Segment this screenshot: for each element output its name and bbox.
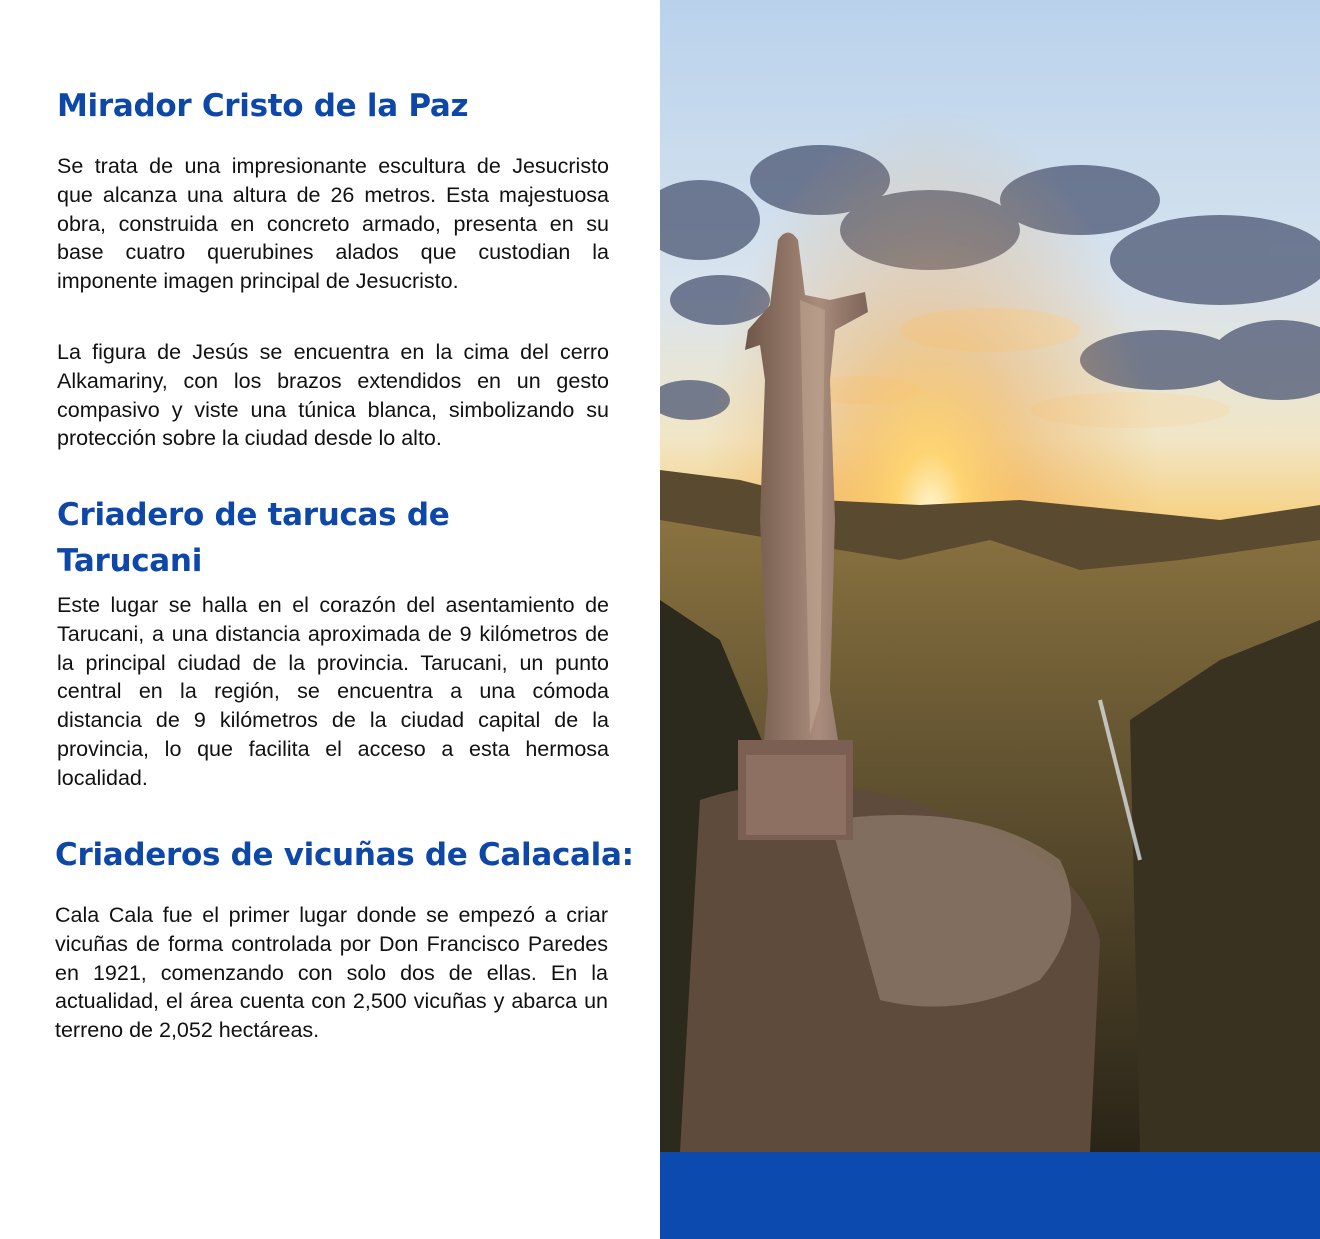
footer-bar <box>660 1152 1320 1239</box>
section-title-tarucas: Criadero de tarucas de Tarucani <box>57 497 450 579</box>
paragraph-tarucas: Este lugar se halla en el corazón del asentamiento de Tarucani, a una distancia aproximada de 9 kilómetros de la principal ciudad de la provincia. Tarucani, un punto central en la región, se encuentra a una cómoda distancia de 9 kilómetros de la ciudad capital de la provincia, lo que facilita el acceso a esta hermosa localidad. <box>57 593 609 790</box>
section-title-cristo: Mirador Cristo de la Paz <box>57 88 469 124</box>
section-title-vicunas: Criaderos de vicuñas de Calacala: <box>55 837 634 873</box>
paragraph-vicunas: Cala Cala fue el primer lugar donde se empezó a criar vicuñas de forma controlada por Don Francisco Paredes en 1921, comenzando con solo dos de ellas. En la actualidad, el área cuenta con 2,500 vicuñas y abarca un terreno de 2,052 hectáreas. <box>55 903 608 1043</box>
cristo-sunset-photo <box>660 0 1320 1152</box>
paragraph-cristo-1: Se trata de una impresionante escultura de Jesucristo que alcanza una altura de 26 metros. Esta majestuosa obra, construida en concreto armado, presenta en su base cuatro querubines alados que custodian la imponente imagen principal de Jesucristo. <box>57 154 609 294</box>
paragraph-cristo-2: La figura de Jesús se encuentra en la cima del cerro Alkamariny, con los brazos extendidos en un gesto compasivo y viste una túnica blanca, simbolizando su protección sobre la ciudad desde lo alto. <box>57 340 609 451</box>
